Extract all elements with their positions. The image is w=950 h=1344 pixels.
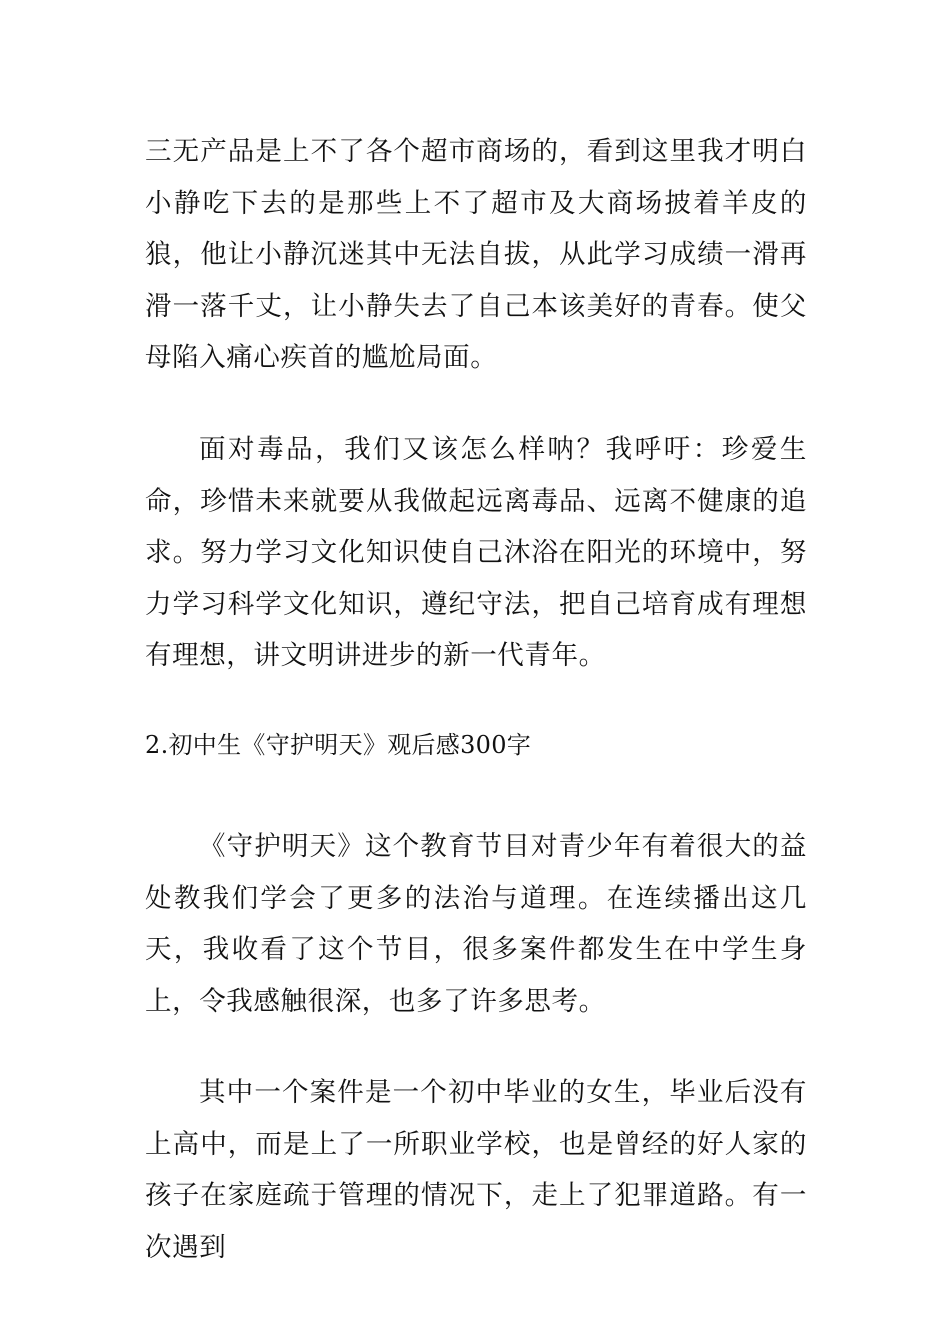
paragraph-continuation: 三无产品是上不了各个超市商场的，看到这里我才明白小静吃下去的是那些上不了超市及大商场披着羊皮的狼，他让小静沉迷其中无法自拔，从此学习成绩一滑再滑一落千丈，让小静失去了自己本该美好的青春。使父母陷入痛心疾首的尴尬局面。 [145, 136, 807, 373]
paragraph-appeal: 面对毒品，我们又该怎么样呐？我呼吁：珍爱生命，珍惜未来就要从我做起远离毒品、远离不健康的追求。努力学习文化知识使自己沐浴在阳光的环境中，努力学习科学文化知识，遵纪守法，把自己培育成有理想有理想，讲文明讲进步的新一代青年。 [145, 434, 807, 671]
paragraph-program-intro: 《守护明天》这个教育节目对青少年有着很大的益处教我们学会了更多的法治与道理。在连续播出这几天，我收看了这个节目，很多案件都发生在中学生身上，令我感触很深，也多了许多思考。 [145, 831, 807, 1017]
paragraph-case: 其中一个案件是一个初中毕业的女生，毕业后没有上高中，而是上了一所职业学校，也是曾经的好人家的孩子在家庭疏于管理的情况下，走上了犯罪道路。有一次遇到 [145, 1077, 807, 1263]
section-heading: 2.初中生《守护明天》观后感300字 [145, 731, 532, 759]
